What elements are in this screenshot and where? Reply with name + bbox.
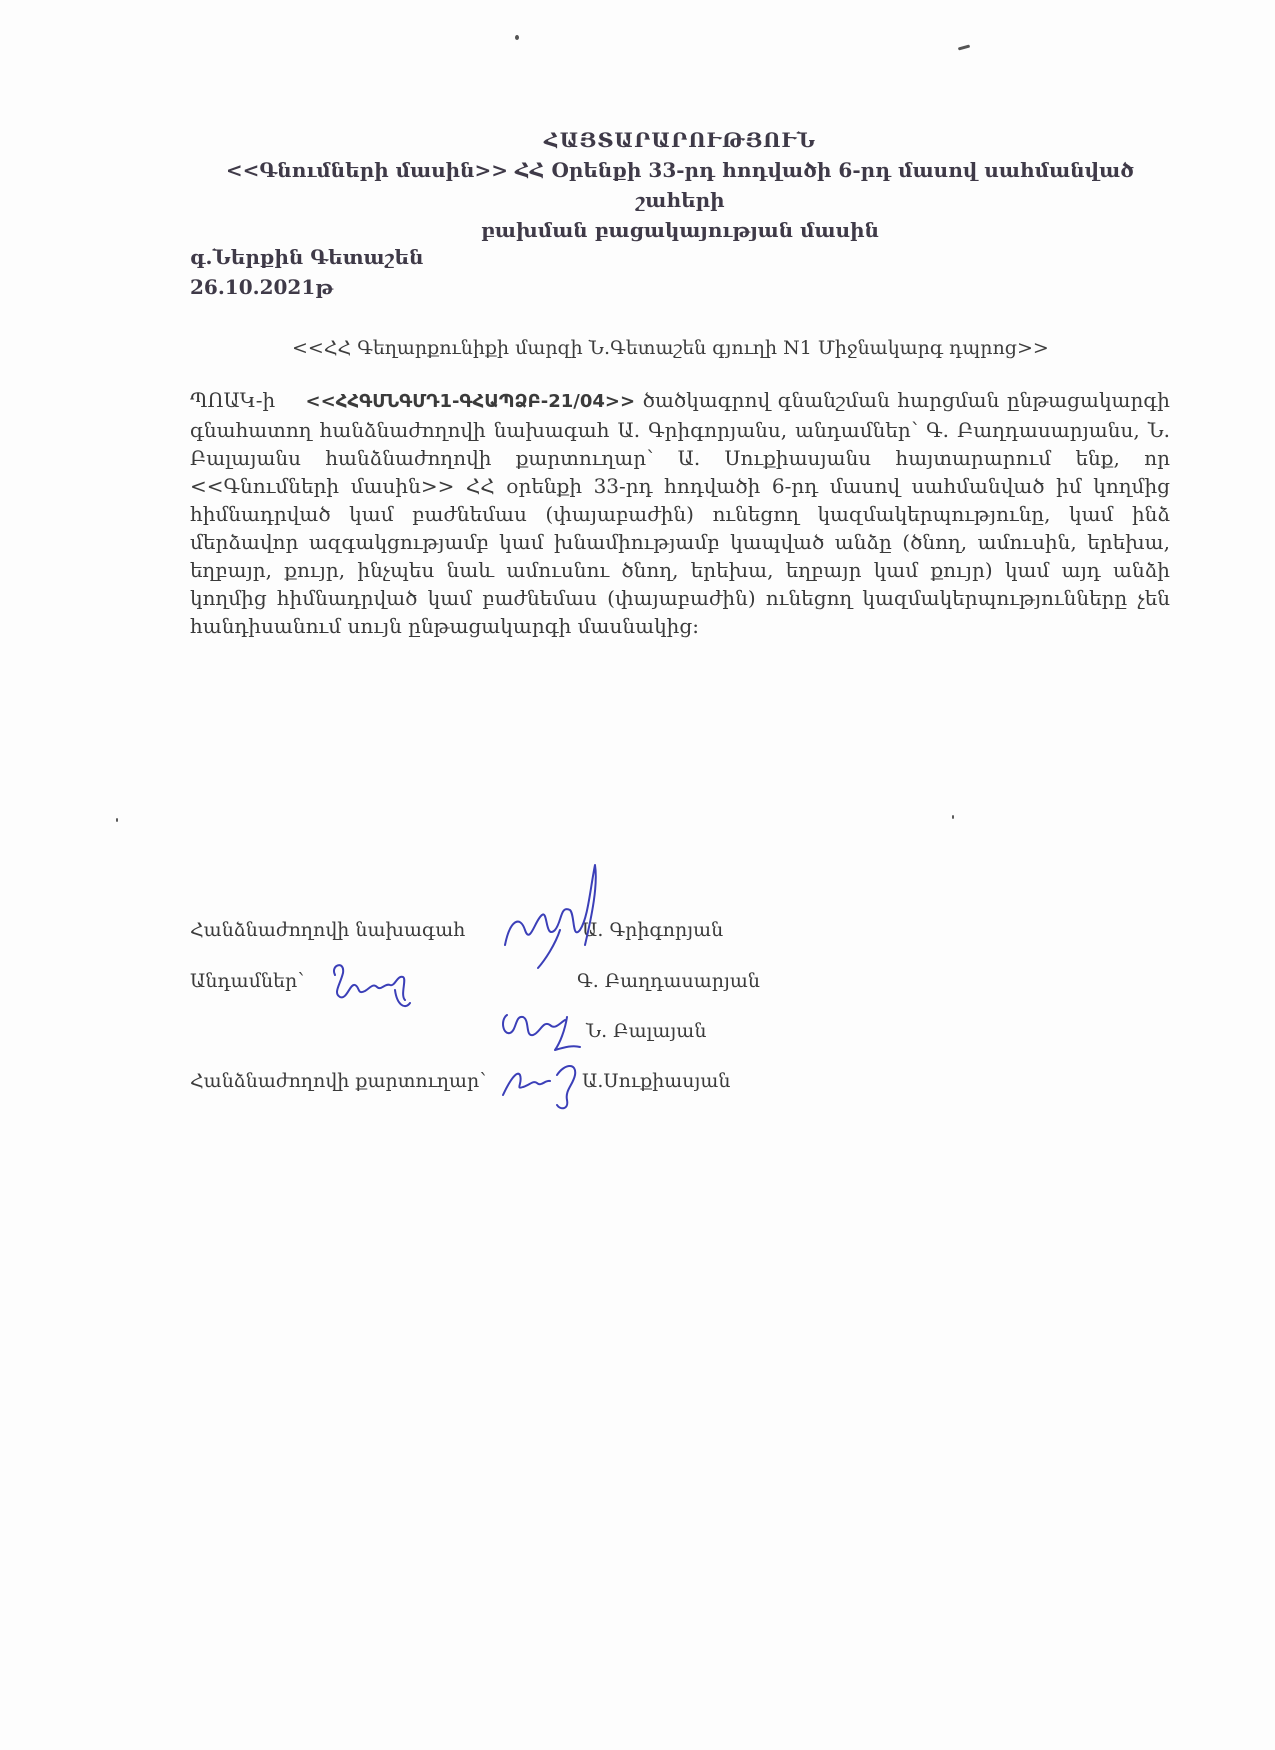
scan-speck bbox=[116, 818, 118, 822]
scan-speck bbox=[952, 815, 954, 819]
document-title: ՀԱՅՏԱՐԱՐՈՒԹՅՈՒՆ bbox=[543, 128, 817, 152]
signature-stroke bbox=[334, 965, 410, 1006]
body-prefix: ՊՈԱԿ-ի bbox=[190, 388, 276, 412]
scan-speck bbox=[515, 35, 519, 40]
signature-role: Անդամներ՝ bbox=[190, 970, 305, 992]
signature-member-2 bbox=[495, 1005, 595, 1055]
signature-secretary bbox=[495, 1055, 595, 1115]
signature-role: Հանձնաժողովի նախագահ bbox=[190, 919, 466, 941]
document-header bbox=[180, 125, 1180, 245]
scan-speck bbox=[958, 44, 970, 50]
signature-name: Ն. Բալայան bbox=[586, 1020, 707, 1042]
procurement-code: <<ՀՀԳՄՆԳՄԴ1-ԳՀԱՊՁԲ-21/04>> bbox=[305, 391, 636, 412]
signature-stroke bbox=[503, 1015, 580, 1050]
place-date-block bbox=[190, 242, 424, 302]
body-text: ծածկագրով գնանշման հարցման ընթացակարգի գնահատող հանձնաժողովի նախագահ Ա. Գրիգորյանս, անդամներ՝ Գ. Բաղդասարյանս, Ն. Բալայանս հանձնաժողովի քարտուղար՝ Ա. Սուքիասյանս հայտարարում ենք, որ <<Գնումների մասին>> ՀՀ օրենքի 33-րդ հոդվածի 6-րդ մասով սահմանված իմ կողմից հիմնադրված կամ բաժնեմաս (փայաբաժին) ունեցող կազմակերպությունը, կամ ինձ մերձավոր ազգակցությամբ կամ խնամիությամբ կապված անձը (ծնող, ամուսին, երեխա, եղբայր, քույր, ինչպես նաև ամուսնու ծնող, երեխա, եղբայր կամ քույր) կամ այդ անձի կողմից հիմնադրված կամ բաժնեմաս (փայաբաժին) ունեցող կազմակերպությունները չեն հանդիսանում սույն ընթացակարգի մասնակից: bbox=[190, 388, 1171, 638]
date: 26.10․2021թ bbox=[190, 275, 334, 299]
signature-stroke bbox=[503, 1066, 575, 1108]
signature-row-chairman bbox=[190, 917, 724, 943]
document-subtitle-line1: <<Գնումների մասին>> ՀՀ Օրենքի 33-րդ հոդվածի 6-րդ մասով սահմանված շահերի bbox=[225, 158, 1135, 212]
signature-chairman bbox=[500, 860, 620, 970]
place: գ․Ներքին Գետաշեն bbox=[190, 245, 424, 269]
organization-name: <<ՀՀ Գեղարքունիքի մարզի Ն․Գետաշեն գյուղի N1 Միջնակարգ դպրոց>> bbox=[292, 337, 1049, 359]
signature-name: Գ. Բաղդասարյան bbox=[577, 970, 760, 992]
signature-row-secretary bbox=[190, 1068, 731, 1094]
signature-role: Հանձնաժողովի քարտուղար՝ bbox=[190, 1070, 487, 1092]
signature-member-1 bbox=[325, 955, 445, 1015]
declaration-body bbox=[190, 386, 1170, 640]
document-subtitle-line2: բախման բացակայության մասին bbox=[481, 218, 879, 242]
signature-row-member-1 bbox=[190, 968, 760, 994]
signature-name: Ա. Գրիգորյան bbox=[582, 919, 724, 941]
signature-name: Ա.Սուքիասյան bbox=[582, 1070, 731, 1092]
